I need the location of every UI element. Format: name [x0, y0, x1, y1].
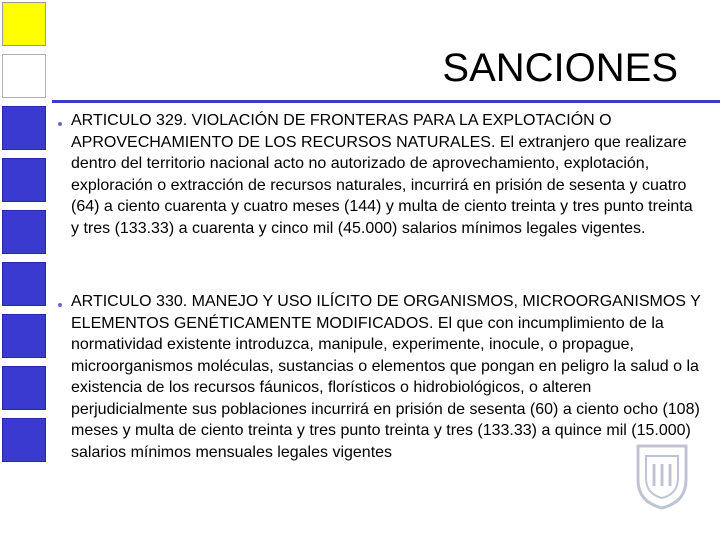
- blue-square-decoration: [2, 106, 46, 150]
- blue-square-decoration: [2, 158, 46, 202]
- blue-square-decoration: [2, 314, 46, 358]
- institution-seal-icon: [632, 440, 692, 510]
- title-underline: [52, 100, 720, 103]
- blue-square-decoration: [2, 418, 46, 462]
- bullet-icon: [58, 303, 62, 307]
- white-square-decoration: [2, 54, 46, 98]
- article-330-paragraph: ARTICULO 330. MANEJO Y USO ILÍCITO DE ORGANISMOS, MICROORGANISMOS Y ELEMENTOS GENÉTICAMENTE MODIFICADOS. El que con incumplimiento de la normatividad existente introduzca, manipule, experimente, inocule, o propague, microorganismos moléculas, sustancias o elementos que pongan en peligro la salud o la existencia de los recursos fáunicos, florísticos o hidrobiológicos, o alteren perjudicialmente sus poblaciones incurrirá en prisión de sesenta (60) a ciento ocho (108) meses y multa de ciento treinta y tres punto treinta y tres (133.33) a quince mil (15.000) salarios mínimos mensuales legales vigentes: [71, 293, 701, 461]
- decorative-sidebar: [0, 0, 48, 540]
- slide-title: SANCIONES: [442, 46, 678, 90]
- blue-square-decoration: [2, 210, 46, 254]
- yellow-square-decoration: [2, 2, 46, 46]
- blue-square-decoration: [2, 262, 46, 306]
- article-329-paragraph: ARTICULO 329. VIOLACIÓN DE FRONTERAS PARA LA EXPLOTACIÓN O APROVECHAMIENTO DE LOS RECURSOS NATURALES. El extranjero que realizare dentro del territorio nacional acto no autorizado de aprovechamiento, explotación, exploración o extracción de recursos naturales, incurrirá en prisión de sesenta y cuatro (64) a ciento cuarenta y cuatro meses (144) y multa de ciento treinta y tres punto treinta y tres (133.33) a cuarenta y cinco mil (45.000) salarios mínimos legales vigentes.: [71, 112, 693, 237]
- bullet-icon: [58, 122, 62, 126]
- blue-square-decoration: [2, 366, 46, 410]
